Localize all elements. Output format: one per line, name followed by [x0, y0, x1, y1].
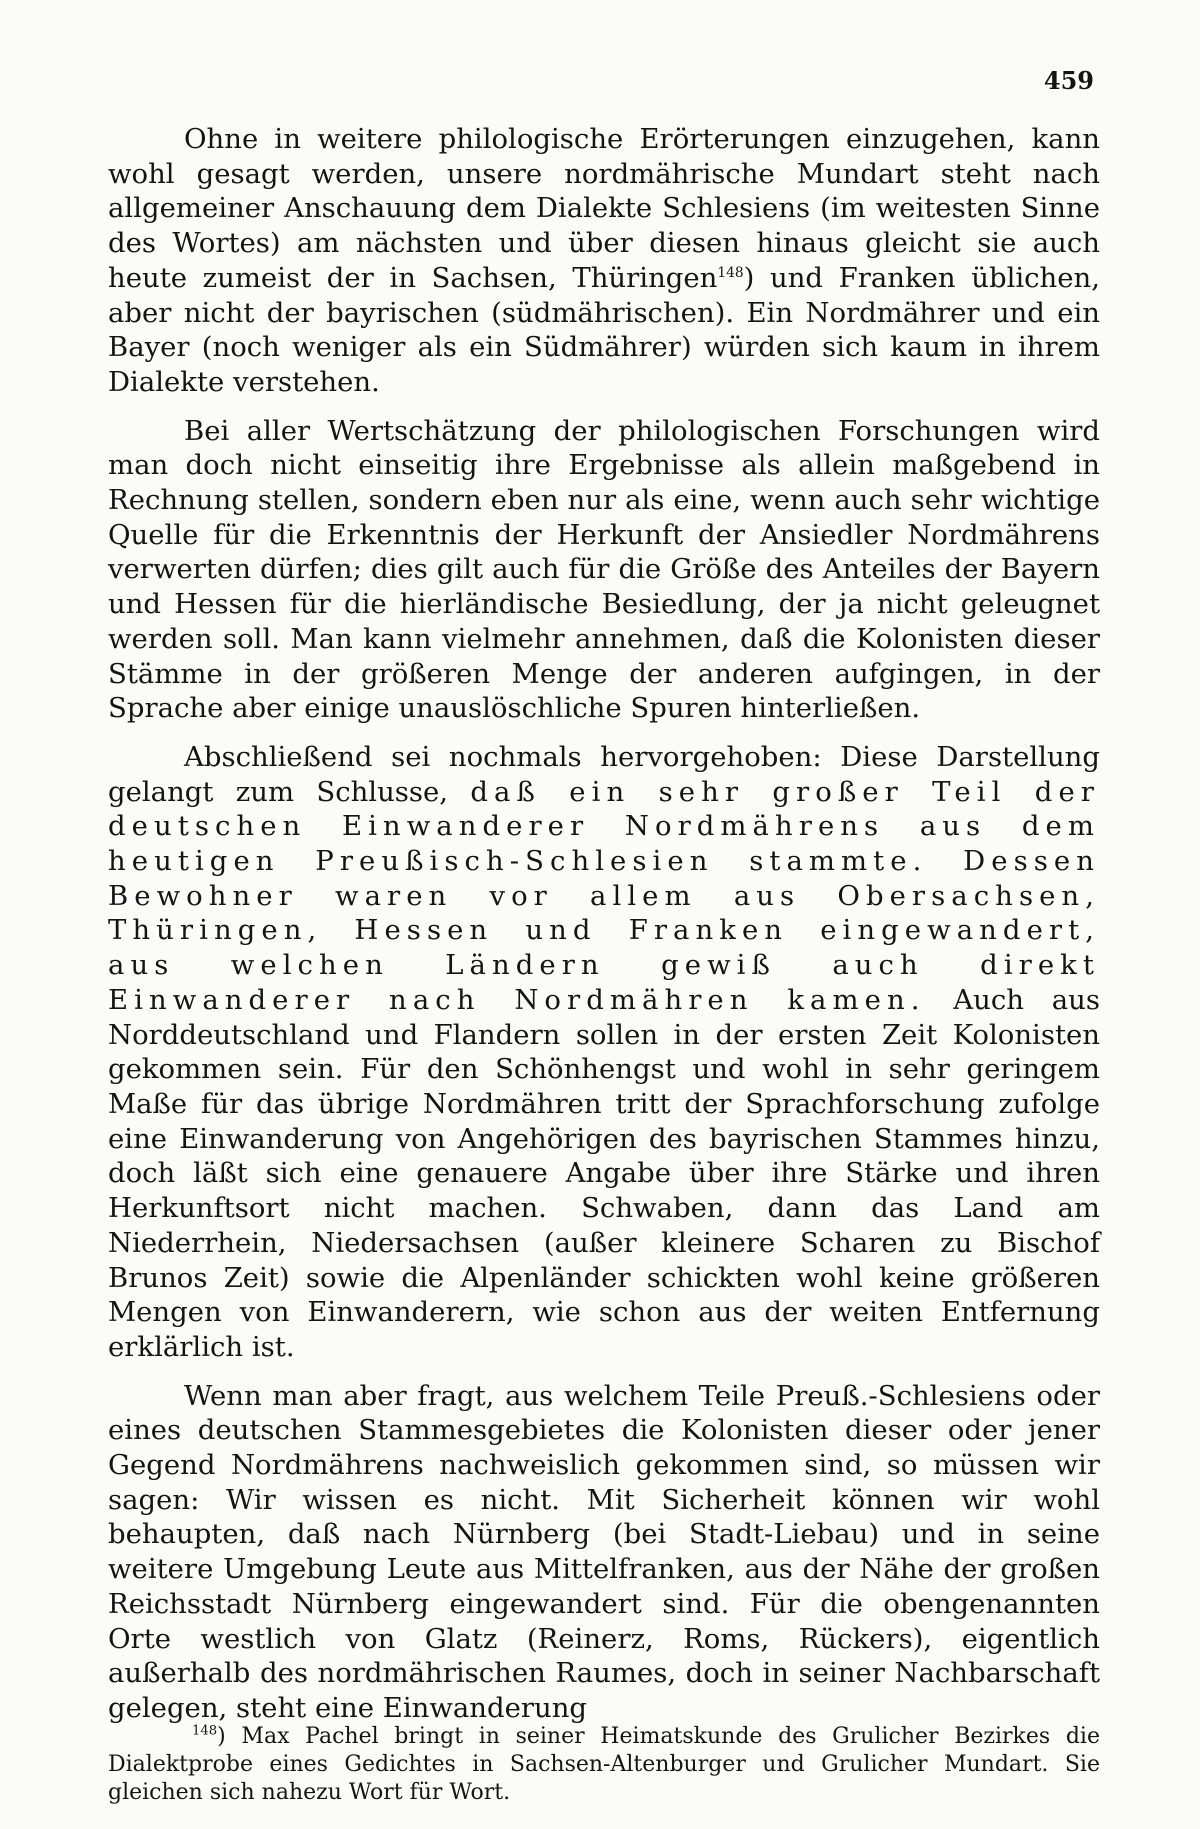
footnote-text-block	[108, 1723, 1100, 1807]
page-number: 459	[1043, 66, 1094, 95]
paragraph-2-text: Bei aller Wertschätzung der philologischen Forschungen wird man doch nicht einseitig ihre Ergebnisse als allein maßgebend in Rechnung stellen, sondern eben nur als eine, wenn auch sehr wichtige Quelle für die Erkenntnis der Herkunft der Ansiedler Nordmährens verwerten dürfen; dies gilt auch für die Größe des Anteiles der Bayern und Hessen für die hierländische Besiedlung, der ja nicht geleugnet werden soll. Man kann vielmehr annehmen, daß die Kolonisten dieser Stämme in der größeren Menge der anderen aufgingen, in der Sprache aber einige unauslöschliche Spuren hinterließen.	[108, 414, 1100, 725]
footnote-reference: 148	[717, 264, 744, 281]
emphasized-conclusion: daß ein sehr großer Teil der deutschen Einwanderer Nordmährens aus dem heutigen Preußisch-Schlesien stammte. Dessen Bewohner waren vor allem aus Obersachsen, Thüringen, Hessen und Franken eingewandert, aus welchen Ländern gewiß auch direkt Einwanderer nach Nordmähren kamen.	[108, 775, 1100, 1016]
paragraph-3	[108, 740, 1100, 1365]
paragraph-2	[108, 414, 1100, 726]
paragraph-1-text: Ohne in weitere philologische Erörterungen einzugehen, kann wohl gesagt werden, unsere nordmährische Mundart steht nach allgemeiner Anschauung dem Dialekte Schlesiens (im weitesten Sinne des Wortes) am nächsten und über diesen hinaus gleicht sie auch heute zumeist der in Sachsen, Thüringen	[108, 123, 1100, 294]
paragraph-3-text-end: Auch aus Norddeutschland und Flandern sollen in der ersten Zeit Kolonisten gekommen sein. Für den Schönhengst und wohl in sehr geringem Maße für das übrige Nordmähren tritt der Sprachforschung zufolge eine Einwanderung von Angehörigen des bayrischen Stammes hinzu, doch läßt sich eine genauere Angabe über ihre Stärke und ihren Herkunftsort nicht machen. Schwaben, dann das Land am Niederrhein, Niedersachsen (außer kleinere Scharen zu Bischof Brunos Zeit) sowie die Alpenländer schickten wohl keine größeren Mengen von Einwanderern, wie schon aus der weiten Entfernung erklärlich ist.	[108, 983, 1100, 1363]
paragraph-3-text-start: Abschließend sei nochmals hervorgehoben: Diese Darstellung gelangt zum Schlusse,	[108, 740, 1100, 808]
paragraph-1	[108, 122, 1100, 400]
paragraph-4	[108, 1379, 1100, 1726]
footnote-text: ) Max Pachel bringt in seiner Heimatskunde des Grulicher Bezirkes die Dialektprobe eines Gedichtes in Sachsen-Altenburger und Grulicher Mundart. Sie gleichen sich nahezu Wort für Wort.	[108, 1724, 1100, 1805]
paragraph-4-text: Wenn man aber fragt, aus welchem Teile Preuß.-Schlesiens oder eines deutschen Stammesgebietes die Kolonisten dieser oder jener Gegend Nordmährens nachweislich gekommen sind, so müssen wir sagen: Wir wissen es nicht. Mit Sicherheit können wir wohl behaupten, daß nach Nürnberg (bei Stadt-Liebau) und in seine weitere Umgebung Leute aus Mittelfranken, aus der Nähe der großen Reichsstadt Nürnberg eingewandert sind. Für die obengenannten Orte westlich von Glatz (Reinerz, Roms, Rückers), eigentlich außerhalb des nordmährischen Raumes, doch in seiner Nachbarschaft gelegen, steht eine Einwanderung	[108, 1379, 1100, 1724]
footnote-marker: 148	[192, 1723, 218, 1739]
body-text	[108, 122, 1100, 1740]
footnote	[108, 1723, 1100, 1807]
paragraph-1-text-cont: ) und Franken üblichen, aber nicht der bayrischen (südmährischen). Ein Nordmährer und ein Bayer (noch weniger als ein Südmährer) würden sich kaum in ihrem Dialekte verstehen.	[108, 261, 1100, 398]
